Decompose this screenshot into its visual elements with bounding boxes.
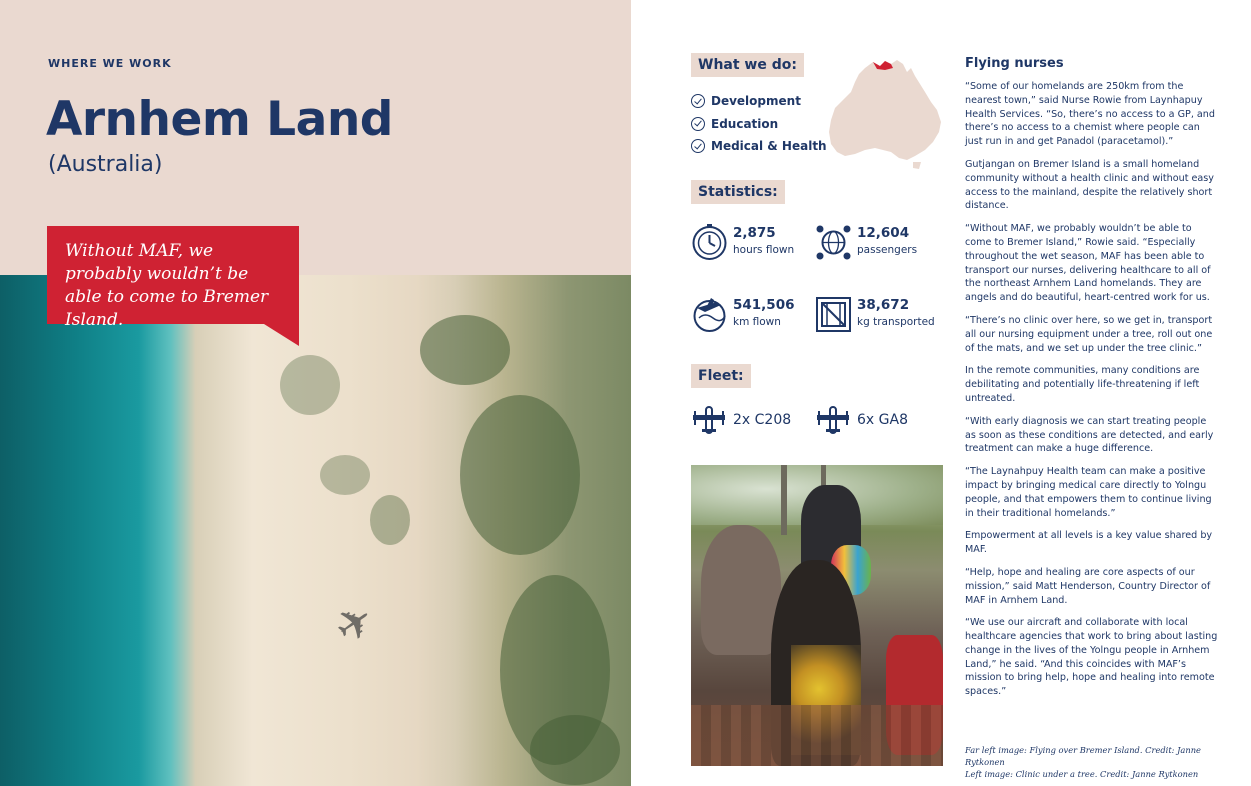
article-paragraph: “The Laynahpuy Health team can make a positive impact by bringing medical care directly to Yolngu people, and that empowers them to continue living in their traditional homelands.” [965, 466, 1212, 519]
page-subtitle: (Australia) [48, 152, 163, 177]
stat-label: hours flown [733, 244, 795, 256]
stat-value: 2,875 [733, 225, 776, 241]
aircraft-icon [815, 405, 851, 435]
article-paragraph: “We use our aircraft and collaborate with local healthcare agencies that work to bring about lasting change in the lives of the Yolngu people in Arnhem Land,” he said. “And this coincides with MAF’s mission to bring help, hope and healing into remote spaces.” [965, 617, 1218, 698]
caption-far-left: Far left image: Flying over Bremer Island. Credit: Janne Rytkonen [965, 745, 1201, 767]
article-paragraph: In the remote communities, many conditions are debilitating and potentially life-threatening if left untreated. [965, 365, 1200, 404]
page-title: Arnhem Land [46, 92, 393, 147]
cargo-crate-icon [815, 296, 852, 333]
eyebrow-label: WHERE WE WORK [48, 57, 172, 70]
list-item-label: Medical & Health [711, 139, 827, 154]
australia-map-icon [825, 58, 945, 170]
stat-label: kg transported [857, 316, 935, 328]
stat-value: 12,604 [857, 225, 910, 241]
stat-km-flown [691, 296, 795, 333]
fleet-label: 6x GA8 [857, 412, 908, 428]
fleet-item [815, 405, 908, 435]
pull-quote-text: Without MAF, we probably wouldn’t be able to come to Bremer Island. [65, 241, 269, 330]
what-we-do-list [691, 90, 827, 158]
check-circle-icon [691, 139, 705, 153]
statistics-section [691, 180, 785, 204]
pull-quote [47, 226, 299, 330]
article-column [965, 56, 1220, 708]
globe-people-icon [815, 224, 852, 261]
image-captions [965, 744, 1235, 780]
what-we-do-section [691, 53, 804, 77]
article-paragraph: Gutjangan on Bremer Island is a small homeland community without a health clinic and without easy access to the mainland, despite the relatively short distance. [965, 158, 1214, 212]
statistics-heading: Statistics: [691, 180, 785, 204]
check-circle-icon [691, 117, 705, 131]
article-paragraph: “There’s no clinic over here, so we get in, transport all our nursing equipment under a tree, roll out one of the mats, and we set up under the tree clinic.” [965, 314, 1213, 354]
check-circle-icon [691, 94, 705, 108]
article-paragraph: Empowerment at all levels is a key value shared by MAF. [965, 530, 1213, 556]
stat-passengers [815, 224, 917, 261]
stat-label: km flown [733, 316, 781, 328]
plane-shadow-icon: ✈ [325, 592, 385, 656]
what-we-do-heading: What we do: [691, 53, 804, 77]
plane-globe-icon [691, 296, 728, 333]
fleet-label: 2x C208 [733, 412, 792, 428]
caption-left: Left image: Clinic under a tree. Credit: Janne Rytkonen [965, 769, 1199, 779]
stopwatch-icon [691, 224, 728, 261]
stat-value: 38,672 [857, 297, 910, 313]
aerial-beach-photo [0, 275, 631, 786]
list-item [691, 90, 827, 113]
stat-value: 541,506 [733, 297, 795, 313]
stat-label: passengers [857, 244, 918, 256]
pull-quote-tail [264, 324, 299, 346]
article-paragraph: “With early diagnosis we can start treating people as soon as these conditions are detected, and early treatment can make a huge difference. [965, 415, 1214, 455]
stat-hours-flown [691, 224, 794, 261]
article-paragraph: “Help, hope and healing are core aspects of our mission,” said Matt Henderson, Country Director of MAF in Arnhem Land. [965, 566, 1211, 606]
aircraft-icon [691, 405, 727, 435]
article-heading: Flying nurses [965, 56, 1064, 71]
list-item [691, 113, 827, 136]
stat-kg-transported [815, 296, 935, 333]
fleet-heading: Fleet: [691, 364, 751, 388]
list-item [691, 135, 827, 158]
fleet-item [691, 405, 791, 435]
article-paragraph: “Some of our homelands are 250km from the nearest town,” said Nurse Rowie from Laynhapuy Health Services. “So, there’s no access to a GP, and there’s no access to a chemist where people can just run in and get Panadol (paracetamol).” [965, 81, 1215, 148]
article-paragraph: “Without MAF, we probably wouldn’t be able to come to Bremer Island,” Rowie said. “Especially throughout the wet season, MAF has been able to transport our nurses, delivering healthcare to all of the northeast Arnhem Land homelands. They are angels and do beautiful, heart-centred work for us. [965, 223, 1211, 304]
fleet-section [691, 364, 751, 388]
list-item-label: Development [711, 94, 801, 109]
clinic-under-tree-photo [691, 465, 943, 766]
list-item-label: Education [711, 116, 779, 131]
